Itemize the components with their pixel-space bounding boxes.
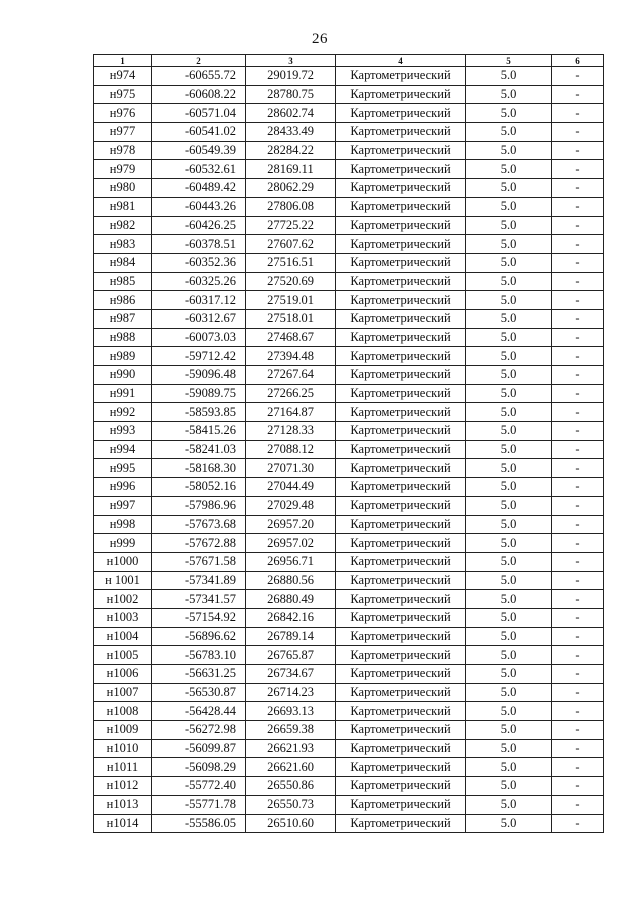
point-id-cell: н982 <box>94 216 152 235</box>
coord-x-cell: -60541.02 <box>152 123 246 142</box>
point-id-cell: н1009 <box>94 721 152 740</box>
coord-x-cell: -56530.87 <box>152 683 246 702</box>
accuracy-cell: 5.0 <box>466 608 552 627</box>
table-row <box>94 67 604 86</box>
method-cell: Картометрический <box>336 235 466 254</box>
accuracy-cell: 5.0 <box>466 814 552 833</box>
note-cell: - <box>552 459 604 478</box>
table-row <box>94 496 604 515</box>
coord-y-cell: 26659.38 <box>246 721 336 740</box>
table-row <box>94 552 604 571</box>
note-cell: - <box>552 440 604 459</box>
column-header-4: 4 <box>336 55 466 67</box>
coord-x-cell: -57672.88 <box>152 534 246 553</box>
accuracy-cell: 5.0 <box>466 291 552 310</box>
accuracy-cell: 5.0 <box>466 422 552 441</box>
note-cell: - <box>552 515 604 534</box>
point-id-cell: н977 <box>94 123 152 142</box>
accuracy-cell: 5.0 <box>466 440 552 459</box>
coord-x-cell: -60489.42 <box>152 179 246 198</box>
method-cell: Картометрический <box>336 814 466 833</box>
coord-x-cell: -60608.22 <box>152 85 246 104</box>
coord-x-cell: -60443.26 <box>152 197 246 216</box>
note-cell: - <box>552 197 604 216</box>
note-cell: - <box>552 104 604 123</box>
table-row <box>94 235 604 254</box>
point-id-cell: н975 <box>94 85 152 104</box>
table-row <box>94 627 604 646</box>
table-row <box>94 179 604 198</box>
method-cell: Картометрический <box>336 627 466 646</box>
coord-x-cell: -60312.67 <box>152 309 246 328</box>
accuracy-cell: 5.0 <box>466 534 552 553</box>
coord-x-cell: -55771.78 <box>152 795 246 814</box>
method-cell: Картометрический <box>336 758 466 777</box>
table-row <box>94 291 604 310</box>
table-row <box>94 440 604 459</box>
note-cell: - <box>552 721 604 740</box>
coord-y-cell: 26714.23 <box>246 683 336 702</box>
method-cell: Картометрический <box>336 67 466 86</box>
accuracy-cell: 5.0 <box>466 85 552 104</box>
accuracy-cell: 5.0 <box>466 683 552 702</box>
accuracy-cell: 5.0 <box>466 721 552 740</box>
table-row <box>94 403 604 422</box>
note-cell: - <box>552 739 604 758</box>
point-id-cell: н978 <box>94 141 152 160</box>
coord-y-cell: 27266.25 <box>246 384 336 403</box>
method-cell: Картометрический <box>336 608 466 627</box>
method-cell: Картометрический <box>336 141 466 160</box>
coord-x-cell: -56428.44 <box>152 702 246 721</box>
table-row <box>94 366 604 385</box>
coord-y-cell: 27164.87 <box>246 403 336 422</box>
method-cell: Картометрический <box>336 366 466 385</box>
coord-x-cell: -55772.40 <box>152 777 246 796</box>
coord-y-cell: 27518.01 <box>246 309 336 328</box>
note-cell: - <box>552 160 604 179</box>
method-cell: Картометрический <box>336 384 466 403</box>
table-row <box>94 571 604 590</box>
coord-y-cell: 28780.75 <box>246 85 336 104</box>
table-row <box>94 665 604 684</box>
coord-y-cell: 27044.49 <box>246 478 336 497</box>
note-cell: - <box>552 403 604 422</box>
method-cell: Картометрический <box>336 665 466 684</box>
coord-x-cell: -60571.04 <box>152 104 246 123</box>
note-cell: - <box>552 496 604 515</box>
coord-y-cell: 27725.22 <box>246 216 336 235</box>
method-cell: Картометрический <box>336 496 466 515</box>
page-number: 26 <box>312 31 328 47</box>
point-id-cell: н987 <box>94 309 152 328</box>
coord-x-cell: -55586.05 <box>152 814 246 833</box>
point-id-cell: н999 <box>94 534 152 553</box>
note-cell: - <box>552 777 604 796</box>
point-id-cell: н989 <box>94 347 152 366</box>
table-row <box>94 478 604 497</box>
accuracy-cell: 5.0 <box>466 366 552 385</box>
method-cell: Картометрический <box>336 328 466 347</box>
point-id-cell: н980 <box>94 179 152 198</box>
point-id-cell: н997 <box>94 496 152 515</box>
table-row <box>94 328 604 347</box>
coord-y-cell: 26880.56 <box>246 571 336 590</box>
note-cell: - <box>552 608 604 627</box>
accuracy-cell: 5.0 <box>466 665 552 684</box>
coord-y-cell: 26693.13 <box>246 702 336 721</box>
note-cell: - <box>552 67 604 86</box>
method-cell: Картометрический <box>336 590 466 609</box>
coord-x-cell: -59089.75 <box>152 384 246 403</box>
method-cell: Картометрический <box>336 721 466 740</box>
point-id-cell: н1010 <box>94 739 152 758</box>
coord-y-cell: 27806.08 <box>246 197 336 216</box>
coord-y-cell: 29019.72 <box>246 67 336 86</box>
table-row <box>94 702 604 721</box>
point-id-cell: н1002 <box>94 590 152 609</box>
method-cell: Картометрический <box>336 422 466 441</box>
point-id-cell: н984 <box>94 253 152 272</box>
coord-y-cell: 27128.33 <box>246 422 336 441</box>
method-cell: Картометрический <box>336 534 466 553</box>
method-cell: Картометрический <box>336 272 466 291</box>
coord-y-cell: 26621.60 <box>246 758 336 777</box>
point-id-cell: н992 <box>94 403 152 422</box>
table-row <box>94 795 604 814</box>
method-cell: Картометрический <box>336 104 466 123</box>
point-id-cell: н1000 <box>94 552 152 571</box>
point-id-cell: н976 <box>94 104 152 123</box>
accuracy-cell: 5.0 <box>466 496 552 515</box>
table-row <box>94 534 604 553</box>
coord-y-cell: 26957.20 <box>246 515 336 534</box>
note-cell: - <box>552 141 604 160</box>
coord-y-cell: 26734.67 <box>246 665 336 684</box>
method-cell: Картометрический <box>336 403 466 422</box>
coord-y-cell: 26621.93 <box>246 739 336 758</box>
method-cell: Картометрический <box>336 739 466 758</box>
coord-x-cell: -58593.85 <box>152 403 246 422</box>
note-cell: - <box>552 534 604 553</box>
coord-x-cell: -58168.30 <box>152 459 246 478</box>
note-cell: - <box>552 179 604 198</box>
note-cell: - <box>552 627 604 646</box>
note-cell: - <box>552 571 604 590</box>
column-header-6: 6 <box>552 55 604 67</box>
header-row <box>94 55 604 67</box>
accuracy-cell: 5.0 <box>466 141 552 160</box>
table-body <box>94 67 604 833</box>
coordinates-table <box>93 54 604 833</box>
table-row <box>94 459 604 478</box>
accuracy-cell: 5.0 <box>466 123 552 142</box>
method-cell: Картометрический <box>336 179 466 198</box>
table-row <box>94 422 604 441</box>
method-cell: Картометрический <box>336 515 466 534</box>
point-id-cell: н991 <box>94 384 152 403</box>
point-id-cell: н1011 <box>94 758 152 777</box>
coord-x-cell: -59712.42 <box>152 347 246 366</box>
coord-x-cell: -57673.68 <box>152 515 246 534</box>
table-row <box>94 309 604 328</box>
note-cell: - <box>552 272 604 291</box>
method-cell: Картометрический <box>336 440 466 459</box>
accuracy-cell: 5.0 <box>466 758 552 777</box>
note-cell: - <box>552 85 604 104</box>
coord-x-cell: -60549.39 <box>152 141 246 160</box>
coord-x-cell: -60378.51 <box>152 235 246 254</box>
coord-x-cell: -58415.26 <box>152 422 246 441</box>
coord-y-cell: 27029.48 <box>246 496 336 515</box>
coord-y-cell: 27516.51 <box>246 253 336 272</box>
coord-y-cell: 26957.02 <box>246 534 336 553</box>
accuracy-cell: 5.0 <box>466 777 552 796</box>
coord-y-cell: 26550.86 <box>246 777 336 796</box>
note-cell: - <box>552 216 604 235</box>
coord-x-cell: -60426.25 <box>152 216 246 235</box>
method-cell: Картометрический <box>336 683 466 702</box>
note-cell: - <box>552 328 604 347</box>
accuracy-cell: 5.0 <box>466 739 552 758</box>
coord-x-cell: -60325.26 <box>152 272 246 291</box>
accuracy-cell: 5.0 <box>466 253 552 272</box>
coord-x-cell: -56272.98 <box>152 721 246 740</box>
coord-x-cell: -57671.58 <box>152 552 246 571</box>
point-id-cell: н994 <box>94 440 152 459</box>
method-cell: Картометрический <box>336 552 466 571</box>
note-cell: - <box>552 795 604 814</box>
point-id-cell: н1006 <box>94 665 152 684</box>
accuracy-cell: 5.0 <box>466 328 552 347</box>
accuracy-cell: 5.0 <box>466 272 552 291</box>
point-id-cell: н986 <box>94 291 152 310</box>
table-header <box>94 55 604 67</box>
accuracy-cell: 5.0 <box>466 590 552 609</box>
note-cell: - <box>552 683 604 702</box>
table-row <box>94 646 604 665</box>
accuracy-cell: 5.0 <box>466 179 552 198</box>
column-header-5: 5 <box>466 55 552 67</box>
coord-x-cell: -56098.29 <box>152 758 246 777</box>
note-cell: - <box>552 422 604 441</box>
method-cell: Картометрический <box>336 123 466 142</box>
accuracy-cell: 5.0 <box>466 197 552 216</box>
method-cell: Картометрический <box>336 160 466 179</box>
table-row <box>94 216 604 235</box>
note-cell: - <box>552 291 604 310</box>
coord-y-cell: 27394.48 <box>246 347 336 366</box>
coord-y-cell: 26550.73 <box>246 795 336 814</box>
coord-x-cell: -60073.03 <box>152 328 246 347</box>
table-row <box>94 777 604 796</box>
point-id-cell: н998 <box>94 515 152 534</box>
coord-y-cell: 27520.69 <box>246 272 336 291</box>
coord-x-cell: -56896.62 <box>152 627 246 646</box>
accuracy-cell: 5.0 <box>466 646 552 665</box>
accuracy-cell: 5.0 <box>466 67 552 86</box>
note-cell: - <box>552 366 604 385</box>
accuracy-cell: 5.0 <box>466 459 552 478</box>
point-id-cell: н 1001 <box>94 571 152 590</box>
coord-x-cell: -56631.25 <box>152 665 246 684</box>
coord-y-cell: 27267.64 <box>246 366 336 385</box>
table-row <box>94 721 604 740</box>
table-row <box>94 683 604 702</box>
accuracy-cell: 5.0 <box>466 160 552 179</box>
accuracy-cell: 5.0 <box>466 515 552 534</box>
table-row <box>94 608 604 627</box>
method-cell: Картометрический <box>336 459 466 478</box>
method-cell: Картометрический <box>336 571 466 590</box>
note-cell: - <box>552 665 604 684</box>
point-id-cell: н1014 <box>94 814 152 833</box>
coord-y-cell: 27071.30 <box>246 459 336 478</box>
table-row <box>94 347 604 366</box>
note-cell: - <box>552 123 604 142</box>
note-cell: - <box>552 235 604 254</box>
coord-x-cell: -57986.96 <box>152 496 246 515</box>
table-row <box>94 197 604 216</box>
point-id-cell: н1012 <box>94 777 152 796</box>
point-id-cell: н1013 <box>94 795 152 814</box>
table-row <box>94 141 604 160</box>
coord-y-cell: 26789.14 <box>246 627 336 646</box>
table-row <box>94 104 604 123</box>
note-cell: - <box>552 309 604 328</box>
accuracy-cell: 5.0 <box>466 702 552 721</box>
coord-y-cell: 26765.87 <box>246 646 336 665</box>
accuracy-cell: 5.0 <box>466 627 552 646</box>
method-cell: Картометрический <box>336 646 466 665</box>
accuracy-cell: 5.0 <box>466 384 552 403</box>
note-cell: - <box>552 552 604 571</box>
coord-x-cell: -60532.61 <box>152 160 246 179</box>
point-id-cell: н985 <box>94 272 152 291</box>
method-cell: Картометрический <box>336 291 466 310</box>
coord-y-cell: 27468.67 <box>246 328 336 347</box>
coord-x-cell: -56099.87 <box>152 739 246 758</box>
accuracy-cell: 5.0 <box>466 309 552 328</box>
coord-y-cell: 27607.62 <box>246 235 336 254</box>
coord-y-cell: 26956.71 <box>246 552 336 571</box>
note-cell: - <box>552 758 604 777</box>
method-cell: Картометрический <box>336 777 466 796</box>
coord-y-cell: 27088.12 <box>246 440 336 459</box>
table-row <box>94 739 604 758</box>
note-cell: - <box>552 384 604 403</box>
column-header-2: 2 <box>152 55 246 67</box>
method-cell: Картометрический <box>336 702 466 721</box>
coord-y-cell: 28169.11 <box>246 160 336 179</box>
note-cell: - <box>552 478 604 497</box>
table-row <box>94 253 604 272</box>
coord-x-cell: -57154.92 <box>152 608 246 627</box>
table-row <box>94 814 604 833</box>
coord-y-cell: 28062.29 <box>246 179 336 198</box>
table-row <box>94 272 604 291</box>
point-id-cell: н979 <box>94 160 152 179</box>
column-header-1: 1 <box>94 55 152 67</box>
column-header-3: 3 <box>246 55 336 67</box>
point-id-cell: н1007 <box>94 683 152 702</box>
accuracy-cell: 5.0 <box>466 478 552 497</box>
coord-x-cell: -60352.36 <box>152 253 246 272</box>
accuracy-cell: 5.0 <box>466 795 552 814</box>
point-id-cell: н1005 <box>94 646 152 665</box>
method-cell: Картометрический <box>336 795 466 814</box>
point-id-cell: н974 <box>94 67 152 86</box>
point-id-cell: н995 <box>94 459 152 478</box>
point-id-cell: н981 <box>94 197 152 216</box>
method-cell: Картометрический <box>336 309 466 328</box>
accuracy-cell: 5.0 <box>466 403 552 422</box>
coord-x-cell: -57341.57 <box>152 590 246 609</box>
method-cell: Картометрический <box>336 216 466 235</box>
method-cell: Картометрический <box>336 478 466 497</box>
table-row <box>94 590 604 609</box>
coord-y-cell: 26510.60 <box>246 814 336 833</box>
method-cell: Картометрический <box>336 347 466 366</box>
point-id-cell: н993 <box>94 422 152 441</box>
coord-y-cell: 28433.49 <box>246 123 336 142</box>
table-row <box>94 123 604 142</box>
coord-x-cell: -58052.16 <box>152 478 246 497</box>
table-row <box>94 515 604 534</box>
coord-y-cell: 26880.49 <box>246 590 336 609</box>
accuracy-cell: 5.0 <box>466 104 552 123</box>
method-cell: Картометрический <box>336 85 466 104</box>
point-id-cell: н990 <box>94 366 152 385</box>
coord-x-cell: -56783.10 <box>152 646 246 665</box>
accuracy-cell: 5.0 <box>466 571 552 590</box>
coord-x-cell: -60317.12 <box>152 291 246 310</box>
table-row <box>94 384 604 403</box>
point-id-cell: н1004 <box>94 627 152 646</box>
coord-x-cell: -60655.72 <box>152 67 246 86</box>
coord-y-cell: 28284.22 <box>246 141 336 160</box>
table-row <box>94 85 604 104</box>
note-cell: - <box>552 590 604 609</box>
point-id-cell: н988 <box>94 328 152 347</box>
note-cell: - <box>552 347 604 366</box>
accuracy-cell: 5.0 <box>466 216 552 235</box>
method-cell: Картометрический <box>336 197 466 216</box>
point-id-cell: н996 <box>94 478 152 497</box>
method-cell: Картометрический <box>336 253 466 272</box>
table-row <box>94 160 604 179</box>
coord-x-cell: -57341.89 <box>152 571 246 590</box>
point-id-cell: н1008 <box>94 702 152 721</box>
note-cell: - <box>552 253 604 272</box>
accuracy-cell: 5.0 <box>466 552 552 571</box>
note-cell: - <box>552 814 604 833</box>
note-cell: - <box>552 702 604 721</box>
note-cell: - <box>552 646 604 665</box>
coord-x-cell: -59096.48 <box>152 366 246 385</box>
point-id-cell: н983 <box>94 235 152 254</box>
point-id-cell: н1003 <box>94 608 152 627</box>
coord-y-cell: 28602.74 <box>246 104 336 123</box>
accuracy-cell: 5.0 <box>466 235 552 254</box>
coord-x-cell: -58241.03 <box>152 440 246 459</box>
table-row <box>94 758 604 777</box>
accuracy-cell: 5.0 <box>466 347 552 366</box>
coord-y-cell: 26842.16 <box>246 608 336 627</box>
coord-y-cell: 27519.01 <box>246 291 336 310</box>
